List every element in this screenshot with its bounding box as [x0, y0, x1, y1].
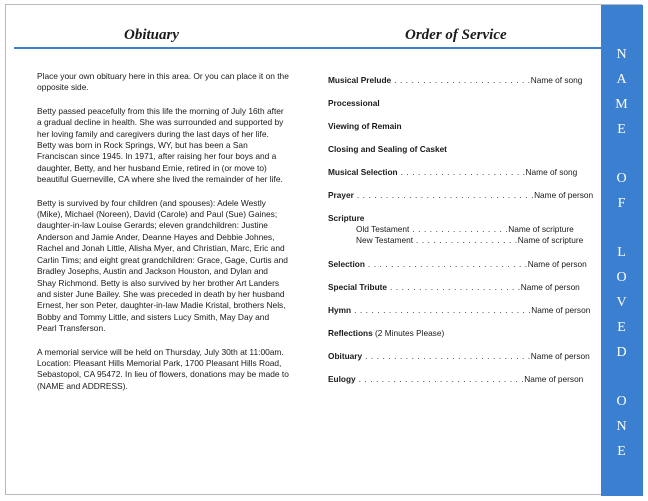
obituary-heading: Obituary: [124, 27, 180, 43]
banner-letter: O: [616, 270, 628, 285]
service-item-hymn: Hymn . . . . . . . . . . . . . . . . . . . . . . . . . . . . . . .Name of person: [328, 305, 591, 315]
service-item-obituary: Obituary . . . . . . . . . . . . . . . . . . . . . . . . . . . . .Name of person: [328, 351, 590, 361]
banner-letter: E: [617, 444, 627, 459]
loved-one-name-banner: [601, 5, 643, 496]
service-item-processional: Processional: [328, 98, 380, 108]
banner-letter: V: [616, 295, 628, 310]
banner-letter: N: [616, 419, 628, 434]
service-item-musical-selection: Musical Selection . . . . . . . . . . . . . . . . . . . . . .Name of song: [328, 167, 578, 177]
heading-divider: [14, 47, 604, 49]
scripture-new-testament: New Testament . . . . . . . . . . . . . . . . . .Name of scripture: [356, 235, 584, 245]
service-item-musical-prelude: Musical Prelude . . . . . . . . . . . . . . . . . . . . . . . .Name of song: [328, 75, 583, 85]
banner-letter: D: [616, 345, 628, 360]
banner-letter: L: [617, 245, 627, 260]
obituary-paragraph: Place your own obituary here in this area. Or you can place it on the opposite side.: [37, 71, 289, 93]
service-item-scripture: Scripture: [328, 213, 365, 223]
service-item-selection: Selection . . . . . . . . . . . . . . . . . . . . . . . . . . . .Name of person: [328, 259, 587, 269]
service-item-eulogy: Eulogy . . . . . . . . . . . . . . . . . . . . . . . . . . . . .Name of person: [328, 374, 584, 384]
order-of-service-heading: Order of Service: [405, 27, 507, 43]
banner-letter: E: [617, 320, 627, 335]
service-item-viewing: Viewing of Remain: [328, 121, 402, 131]
service-item-prayer: Prayer . . . . . . . . . . . . . . . . . . . . . . . . . . . . . . .Name of person: [328, 190, 594, 200]
banner-letter: M: [615, 97, 629, 112]
scripture-old-testament: Old Testament . . . . . . . . . . . . . . . . .Name of scripture: [356, 224, 574, 234]
obituary-paragraph: Betty is survived by four children (and spouses): Adele Westly (Mike), Michael (Noreen), David (Carole) and Paul (Sue) Gaines; daughter-in-law Louise Gerards; eleven grandchildren: Justine Anderson and Jamie Ander, Deanne Hayes and Debbie Johnes, Rachel and Jonah Little, Alisha Myer, and Christian, Marc, Eric and Carlin Tims; and eight great grandchildren: Grace, Gage, Curtis and Bradley Josephs, Austin and Jackson Houston, and Dylan and Shay Richmond. Betty is also survived by her brother Art Landers and sister June Bailey. She was preceded in death by her husband Ernest, her son Peter, daughter-in-law Madie Kristal, brothers Nels, Bobby and Tommy Little, and sisters Lucy Smith, May Day and Pearl Transferson.: [37, 197, 288, 334]
banner-letter: E: [617, 122, 627, 137]
banner-letter: F: [617, 196, 627, 211]
service-item-closing: Closing and Sealing of Casket: [328, 144, 447, 154]
service-item-special-tribute: Special Tribute . . . . . . . . . . . . . . . . . . . . . . .Name of person: [328, 282, 580, 292]
program-page: [5, 4, 642, 495]
obituary-paragraph: Betty passed peacefully from this life the morning of July 16th after a gradual decline in health. She was surrounded and supported by her loving family and caregivers during the last days of her life. Betty was born in Rock Springs, WY, but has been a San Franciscan since 1945. In 1971, after raising her four boys and a daughter, Betty, and her husband Ernie, retired in (or move to) beautiful Guerneville, CA where she lived the remainder of her life.: [37, 105, 284, 185]
obituary-paragraph: A memorial service will be held on Thursday, July 30th at 11:00am. Location: Pleasant Hills Memorial Park, 1700 Pleasant Hills Road, Sebastopol, CA 95472. In lieu of flowers, donations may be made to (NAME and ADDRESS).: [37, 346, 289, 391]
banner-letter: O: [616, 171, 628, 186]
obituary-text: [37, 71, 289, 404]
banner-letter: O: [616, 394, 628, 409]
banner-letter: N: [616, 47, 628, 62]
banner-letter: A: [616, 72, 628, 87]
service-item-reflections: Reflections (2 Minutes Please): [328, 328, 445, 338]
